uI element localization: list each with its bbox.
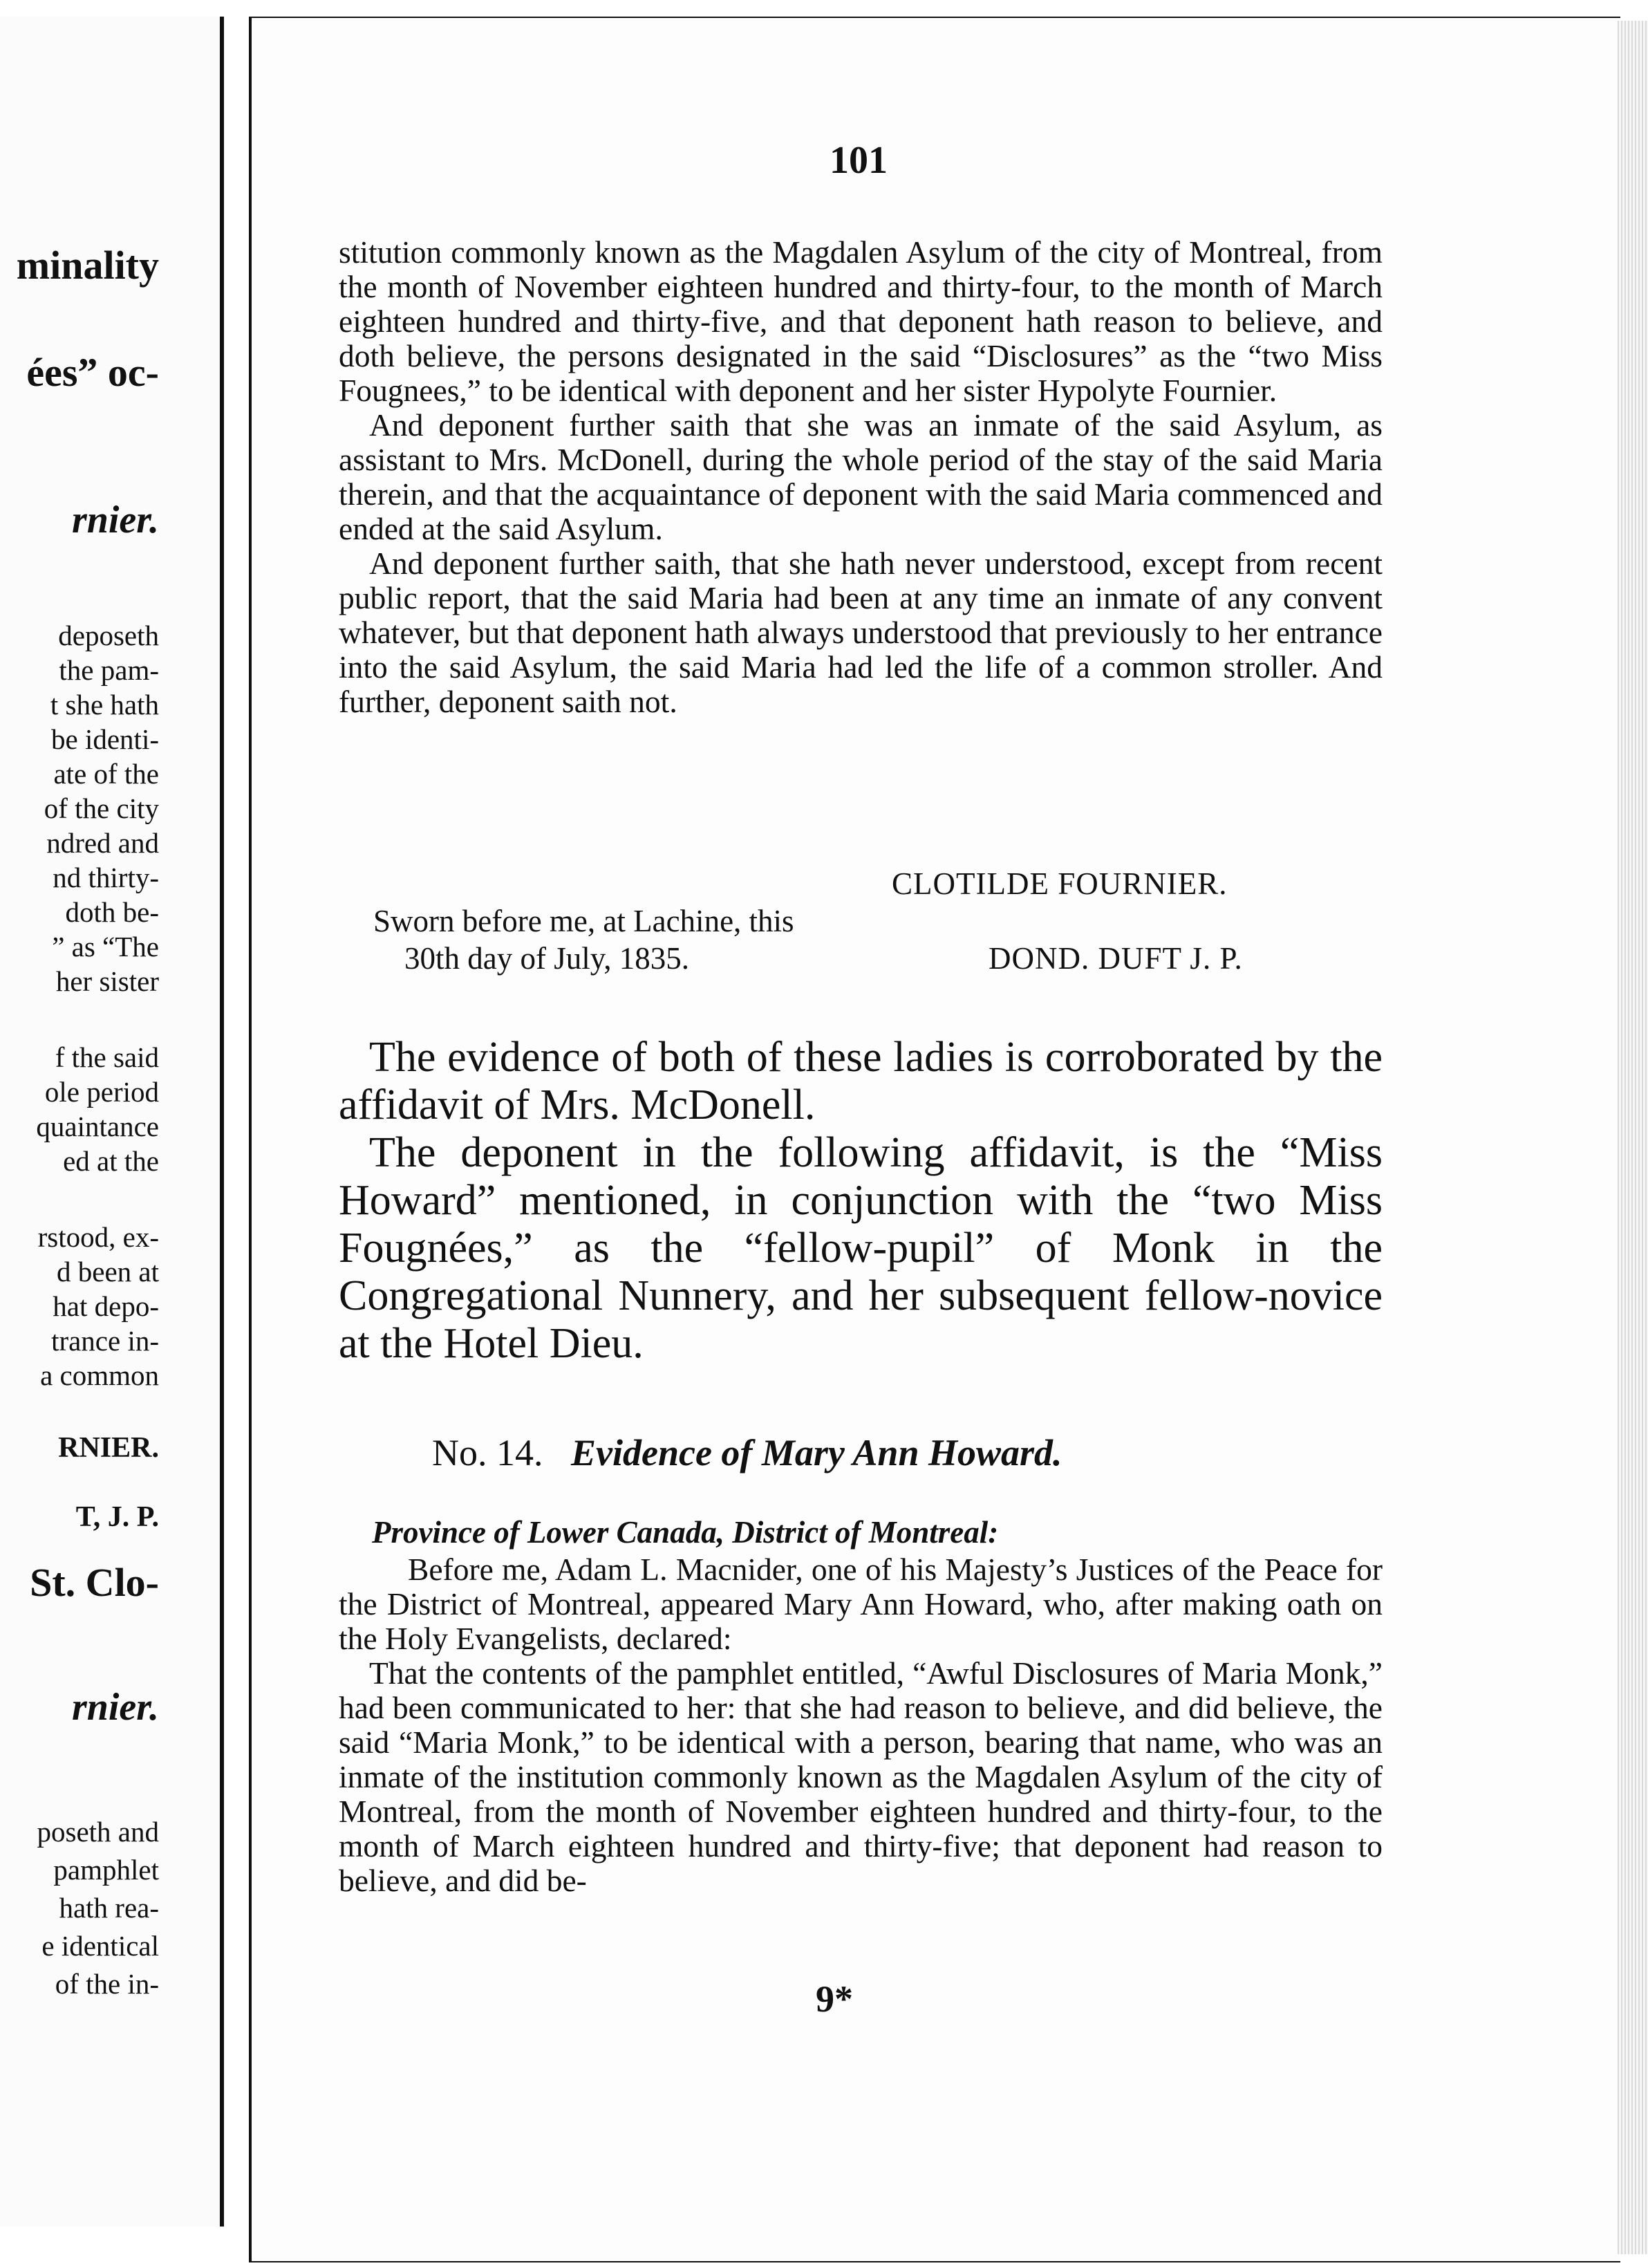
facing-line: the pam-: [59, 654, 159, 686]
jurat-line: Sworn before me, at Lachine, this: [373, 904, 794, 938]
gutter: [224, 17, 249, 2257]
section-heading: [432, 1431, 1062, 1474]
section-number: No. 14.: [432, 1432, 543, 1474]
paragraph: The evidence of both of these ladies is corroborated by the affidavit of Mrs. McDonell.: [339, 1034, 1383, 1128]
facing-line: ate of the: [53, 758, 159, 790]
facing-line: of the city: [44, 792, 159, 824]
facing-line: a common: [40, 1359, 159, 1391]
facing-line: rnier.: [71, 499, 159, 541]
affidavit-text: [339, 235, 1383, 719]
facing-line: ndred and: [46, 827, 159, 859]
facing-line: her sister: [55, 965, 159, 997]
facing-line: be identi-: [51, 723, 159, 755]
facing-line: deposeth: [58, 620, 159, 651]
facing-line: ole period: [44, 1076, 159, 1108]
facing-line: quaintance: [36, 1110, 159, 1142]
paragraph: stitution commonly known as the Magdalen Asylum of the city of Montreal, from the month of November eighteen hundred and thirty-four, to the month of March eighteen hundred and thirty-five, and that deponent hath reason to believe, and doth believe, the persons designated in the said “Disclosures” as the “two Miss Fougnees,” to be identical with deponent and her sister Hypolyte Fournier.: [339, 234, 1383, 408]
facing-line: f the said: [55, 1041, 159, 1073]
facing-line: e identical: [41, 1930, 159, 1962]
facing-line: doth be-: [65, 896, 159, 928]
facing-line: pamphlet: [53, 1854, 159, 1886]
signature-mark: 9*: [816, 1978, 853, 2020]
facing-line: t she hath: [50, 689, 159, 721]
paragraph: And deponent further saith, that she hath never understood, except from recent public report, that the said Maria had been at any time an inmate of any convent whatever, but that deponent hath always understood that previously to her entrance into the said Asylum, the said Maria had led the life of a common stroller. And further, deponent saith not.: [339, 546, 1383, 719]
facing-line: St. Clo-: [30, 1560, 159, 1605]
jurat-date: 30th day of July, 1835.: [404, 941, 690, 976]
paragraph: The deponent in the following affidavit, is the “Miss Howard” mentioned, in conjunction with the “two Miss Fougnées,” as the “fellow-pupil” of Monk in the Congregational Nunnery, and her subsequent fellow-novice at the Hotel Dieu.: [339, 1129, 1383, 1367]
facing-line: hat depo-: [53, 1290, 159, 1322]
facing-line: ées” oc-: [26, 350, 159, 395]
facing-page: [0, 17, 224, 2227]
venue-line: Province of Lower Canada, District of Montreal:: [372, 1515, 999, 1550]
facing-line: T, J. P.: [75, 1501, 159, 1533]
section-title: Evidence of Mary Ann Howard.: [571, 1432, 1062, 1474]
facing-line: poseth and: [37, 1816, 159, 1848]
page-number: 101: [830, 139, 888, 182]
commentary: [339, 1034, 1383, 1368]
facing-line: RNIER.: [58, 1432, 159, 1464]
facing-line: ed at the: [63, 1145, 159, 1177]
facing-line: minality: [16, 243, 159, 288]
facing-line: rnier.: [71, 1686, 159, 1729]
facing-line: of the in-: [55, 1968, 159, 2000]
affidavit-text: [339, 1552, 1383, 1898]
facing-line: d been at: [57, 1256, 159, 1288]
facing-line: rstood, ex-: [37, 1221, 159, 1253]
facing-line: trance in-: [51, 1325, 159, 1357]
paragraph: Before me, Adam L. Macnider, one of his Majesty’s Justices of the Peace for the District of Montreal, appeared Mary Ann Howard, who, after making oath on the Holy Evangelists, declared:: [339, 1552, 1383, 1656]
paragraph: And deponent further saith that she was an inmate of the said Asylum, as assistant to Mrs. McDonell, during the whole period of the stay of the said Maria therein, and that the acquaintance of deponent with the said Maria commenced and ended at the said Asylum.: [339, 407, 1383, 546]
facing-line: nd thirty-: [53, 862, 159, 893]
paragraph: That the contents of the pamphlet entitled, “Awful Disclosures of Maria Monk,” had been communicated to her: that she had reason to believe, and did believe, the said “Maria Monk,” to be identical with a person, bearing that name, who was an inmate of the institution commonly known as the Magdalen Asylum of the city of Montreal, from the month of November eighteen hundred and thirty-four, to the month of March eighteen hundred and thirty-five; that deponent had reason to believe, and did be-: [339, 1655, 1383, 1898]
page-edges: [1618, 21, 1648, 2254]
justice-name: DOND. DUFT J. P.: [989, 941, 1243, 976]
signature-name: CLOTILDE FOURNIER.: [892, 866, 1228, 901]
facing-line: hath rea-: [59, 1892, 159, 1924]
facing-line: ” as “The: [52, 931, 159, 963]
